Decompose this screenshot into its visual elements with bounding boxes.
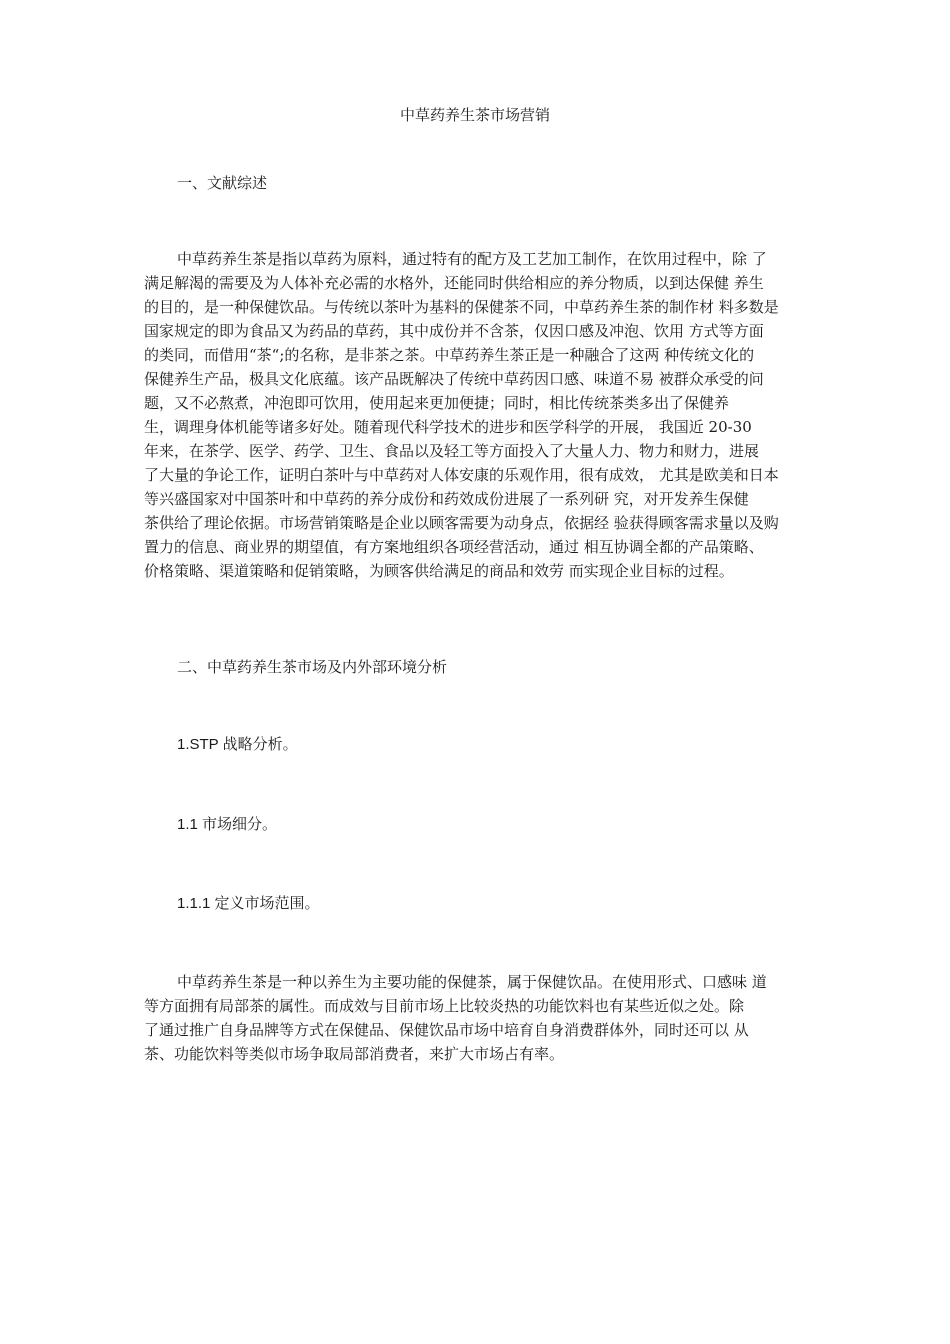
section-heading-literature-review: 一、文献综述 [177, 174, 268, 192]
paragraph-line: 置力的信息、商业界的期望值，有方案地组织各项经营活动，通过 相互协调全都的产品策略、 [144, 538, 764, 556]
paragraph-line: 生，调理身体机能等诸多好处。随着现代科学技术的进步和医学科学的开展， 我国近 20-30 [144, 418, 752, 436]
paragraph-line: 茶、功能饮料等类似市场争取局部消费者，来扩大市场占有率。 [144, 1045, 565, 1063]
paragraph-line: 保健养生产品，极具文化底蕴。该产品既解决了传统中草药因口感、味道不易 被群众承受的问 [144, 370, 764, 388]
paragraph-line: 题，又不必熬煮，冲泡即可饮用，使用起来更加便捷；同时，相比传统茶类多出了保健养 [144, 394, 730, 412]
paragraph-line: 了通过推广自身品牌等方式在保健品、保健饮品市场中培育自身消费群体外，同时还可以 从 [144, 1021, 749, 1039]
section-heading-market-analysis: 二、中草药养生茶市场及内外部环境分析 [177, 658, 448, 676]
paragraph-line: 年来，在茶学、医学、药学、卫生、食品以及轻工等方面投入了大量人力、物力和财力，进展 [144, 442, 760, 460]
subheading-market-segmentation: 1.1 市场细分。 [177, 816, 278, 833]
paragraph-line: 茶供给了理论依据。市场营销策略是企业以顾客需要为动身点，依据经 验获得顾客需求量以及购 [144, 514, 779, 532]
paragraph-line: 等方面拥有局部茶的属性。而成效与目前市场上比较炎热的功能饮料也有某些近似之处。除 [144, 997, 745, 1015]
paragraph-line: 价格策略、渠道策略和促销策略，为顾客供给满足的商品和效劳 而实现企业目标的过程。 [144, 562, 734, 580]
paragraph-line: 国家规定的即为食品又为药品的草药，其中成份并不含茶，仅因口感及冲泡、饮用 方式等方面 [144, 322, 764, 340]
paragraph-line: 等兴盛国家对中国茶叶和中草药的养分成份和药效成份进展了一系列研 究，对开发养生保健 [144, 490, 749, 508]
document-title: 中草药养生茶市场营销 [399, 106, 550, 124]
paragraph-line: 了大量的争论工作，证明白茶叶与中草药对人体安康的乐观作用，很有成效， 尤其是欧美和日本 [144, 466, 779, 484]
paragraph-line: 中草药养生茶是一种以养生为主要功能的保健茶，属于保健饮品。在使用形式、口感味 道 [177, 973, 767, 991]
paragraph-line: 的目的，是一种保健饮品。与传统以茶叶为基料的保健茶不同，中草药养生茶的制作材 料多数是 [144, 298, 779, 316]
paragraph-literature-review [144, 247, 816, 583]
paragraph-market-scope [144, 970, 816, 1066]
paragraph-line: 满足解渴的需要及为人体补充必需的水格外，还能同时供给相应的养分物质，以到达保健 养生 [144, 274, 764, 292]
paragraph-line: 中草药养生茶是指以草药为原料，通过特有的配方及工艺加工制作，在饮用过程中，除 了 [177, 250, 767, 268]
paragraph-line: 的类同，而借用“茶“;的名称，是非茶之茶。中草药养生茶正是一种融合了这两 种传统文化的 [144, 346, 755, 364]
subheading-define-market-scope: 1.1.1 定义市场范围。 [177, 895, 320, 912]
subheading-stp-analysis: 1.STP 战略分析。 [177, 736, 298, 753]
